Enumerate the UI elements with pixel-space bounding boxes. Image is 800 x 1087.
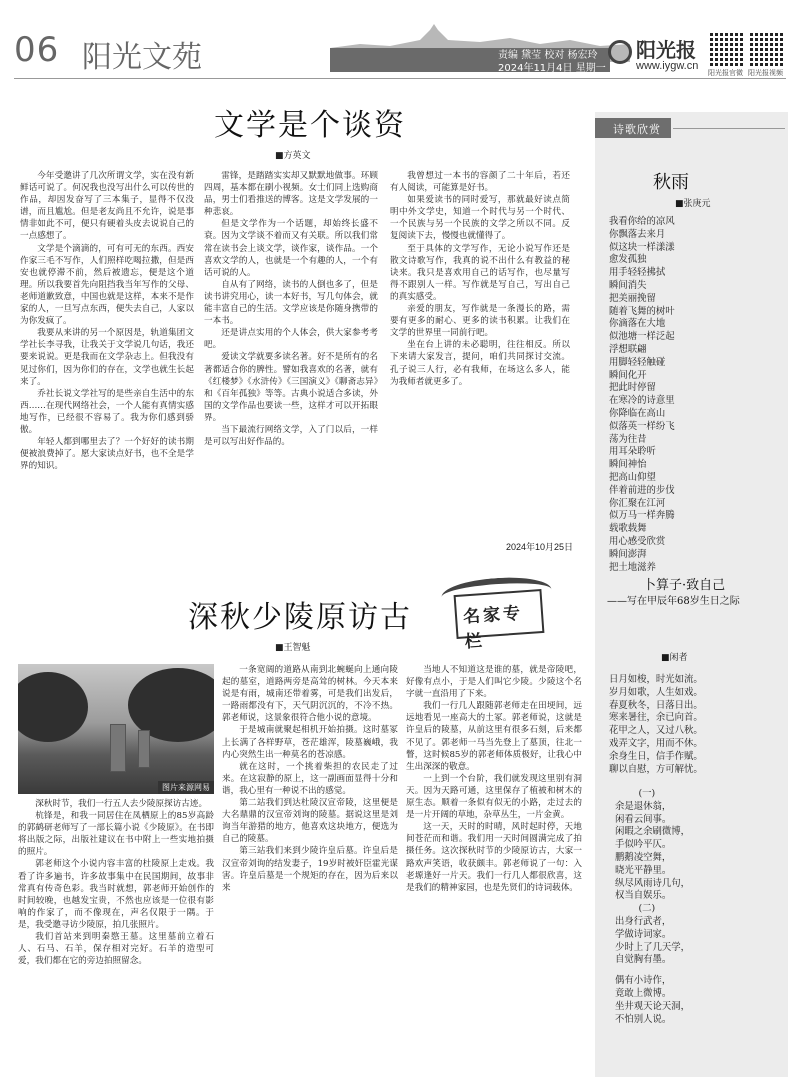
- poem-line: 少时上了几天学，: [615, 941, 691, 953]
- tomb-photo: [18, 664, 214, 794]
- poem-line: 荡为往昔: [609, 433, 647, 445]
- poem-line: 不怕别人说。: [615, 1013, 672, 1025]
- poem-line: 用心感受欣赏: [609, 535, 666, 547]
- poem-line: 瞬间澎湃: [609, 548, 647, 560]
- poem-line: 晓光平静里。: [615, 864, 672, 876]
- poem-line: 随着飞舞的树叶: [609, 305, 675, 317]
- article-column: 深秋时节，我们一行五人去少陵原探访古迹。 杭锋是，和我一同居住在凤栖原上的85岁高龄的郭鹤研老师写了一部长篇小说《少陵原》。在书即将出版之际，出版社建议在书中附上一些实地拍摄的照片。 郭老师这个小说内容丰富的杜陵原上走戏。我看了许多遍书，许多故事集中在民国期间，故事非常真有传奇色彩。我当时就想，郭老师开始创作的时间较晚，也越发宝贵，不然也应该是一位很有影响的作家了，而不像现在，声名仅限于一隅。于是，我受邀寻访少陵原，拍几张照片。 我们首站来到明秦愍王墓。这里墓前立着石人、石马、石羊，保存相对完好。石羊的造型可爱，我们都在它的旁边拍照留念。: [18, 799, 214, 967]
- poem-line: 似落英一样纷飞: [609, 420, 675, 432]
- poem-line: 把高山仰望: [609, 471, 656, 483]
- poem-line: 在寒冷的诗意里: [609, 395, 675, 407]
- article-byline: ■王智魁: [275, 643, 311, 653]
- poem-line: 春夏秋冬，日落日出。: [609, 699, 703, 711]
- article-column: 我曾想过一本书的容颜了二十年后，若还有人阅读，可能算是好书。 如果爱读书的同时爱写，那就最好读点简明中外文学史，知道一个时代与另一个时代、一个民族与另一个民族的文学之所以不同。反复阅读下去，慢慢也就懂得了。 至于具体的文学写作，无论小说写作还是散文诗歌写作，我真的说不出什么有教益的秘诀来。我只是喜欢用自己的话写作，也尽量写得不跟别人一样。写作就是写自己，写出自己的真实感受。 亲爱的朋友，写作就是一条漫长的路，需要有更多的耐心、更多的读书积累。让我们在文学的世界里一同前行吧。 坐在台上讲的未必聪明，往往相反。所以下来请大家发言，提问，咱们共同探讨交流。孔子说三人行，必有我师，在场这么多人，能为我师者就更多了。: [390, 171, 570, 387]
- sidebar-tag: 诗歌欣赏: [595, 118, 671, 138]
- poem-line: 你降临在高山: [609, 407, 666, 419]
- poem-title: 卜算子·致自己: [643, 578, 726, 593]
- newspaper-logo: 阳光报: [608, 34, 696, 64]
- poem-line: 坐井观天论天洞，: [615, 1000, 691, 1012]
- qr-label: 阳光报官微: [708, 69, 743, 77]
- masthead: [0, 0, 800, 78]
- poem-line: 用脚轻轻触碰: [609, 356, 666, 368]
- poem-line: 闲看云间事。: [615, 813, 672, 825]
- sun-logo-icon: [608, 40, 632, 64]
- poem-title: 秋雨: [653, 172, 689, 193]
- stone-stele: [138, 730, 150, 768]
- website-url[interactable]: www.iygw.cn: [636, 60, 699, 72]
- poem-line: 用耳朵聆听: [609, 446, 656, 458]
- poem-line: 把美丽挽留: [609, 292, 656, 304]
- poem-line: 寒来暑往，余已向首。: [609, 712, 703, 724]
- poem-line: 自觉胸有墨。: [615, 954, 672, 966]
- article-date: 2024年10月25日: [506, 542, 574, 552]
- article-column: 一条宽阔的道路从南到北蜿蜒向上通向陵起的墓室，道路两旁是高耸的树林。今天本来说是有雨，城南还带着雾，可是我们出发后，一路雨都没有下，天气阴沉沉的，不冷不热。郭老师说，这景象很符合他小说的意境。 于是城南就聚起相机开始拍摄。这时墓冢上长满了各样野草，苍茫雄浑，陵墓巍峨，我内心突然生出一种莫名的苍凉感。 就在这时，一个挑着柴担的农民走了过来。在这寂静的原上，这一副画面显得十分和谐，我心里有一种说不出的感觉。 第二站我们到达杜陵汉宣帝陵，这里便是大名鼎鼎的汉宣帝刘询的陵墓。据说这里是刘询当年游猎的地方，他喜欢这块地方，便选为自己的陵墓。 第三站我们来到少陵许皇后墓。许皇后是汉宣帝刘询的结发妻子，19岁时被奸臣霍光谋害。许皇后墓是一个规矩的存在，因为后来以来: [222, 665, 398, 893]
- article-title: 深秋少陵原访古: [188, 600, 412, 635]
- poem-line: 戏弄文字，用而不休。: [609, 737, 703, 749]
- qr-code-icon[interactable]: [750, 32, 784, 66]
- qr-label: 阳光报视频: [748, 69, 783, 77]
- section-name: 阳光文苑: [82, 40, 202, 75]
- article-column: 雷锋，是踏踏实实却又默默地做事。环顾四周，基本都在刷小视频。女士们同上选购商品，男士们看推送的博客。这是文学发展的一种悲哀。 但是文学作为一个话题，却始终长盛不衰。因为文学谈不着而又有关联。所以我们常常在读书会上谈文学，谈作家，谈作品。一个喜欢文学的人，也就是一个有趣的人，一个有话可说的人。 自从有了网络，读书的人倒也多了，但是读书讲究用心，读一本好书，写几句体会，就能丰富自己的生活。文学应该是你随身携带的一本书。 还是讲点实用的个人体会，供大家参考考吧。 爱读文学就要多读名著。好不是所有的名著都适合你的脾性。譬如我喜欢的名著，就有《红楼梦》《水浒传》《三国演义》《聊斋志异》和《百年孤独》等等。古典小说适合多读，外国的文学作品也要读一些，这样才可以开拓眼界。 当下最流行网络文学，入了门以后，一样是可以写出好作品的。: [204, 171, 378, 448]
- poem-line: 岁月如歌，人生如戏。: [609, 686, 703, 698]
- poem-line: 权当自娱乐。: [615, 890, 672, 902]
- sidebar-divider: [673, 128, 785, 129]
- poem-section-number: (一): [638, 788, 656, 799]
- poem-subtitle: ——写在甲辰年68岁生日之际: [607, 596, 740, 607]
- article-column: 当地人不知道这是谁的墓，就是帝陵吧，好像有点小，于是人们叫它少陵。少陵这个名字就一直沿用了下来。 我们一行几人跟随郭老师走在田埂间，远远地看见一座高大的土冢。郭老师说，这就是许皇后的陵墓，从前这里有很多石刻，后来都不见了。郭老师一马当先登上了墓顶，往北一瞥，这时候85岁的郭老师体质极好，让我心中生出深深的敬意。 一上到一个台阶，我们就发现这里别有洞天。因为天路可通，这里保存了植被和树木的原生态。顺着一条似有似无的小路，走过去的是一片开阔的草地，杂草丛生，一片金黄。 这一天，天时的时晴，风时起时停，天地间苍茫而和谐。我们用一天时间圆满完成了拍摄任务。这次探秋时节的少陵原访古，大家一路欢声笑语，收获颇丰。郭老师说了一句：入老塬逢好一片天。我们一行几人都很欣喜，这是我们的精神家园，也是先贤们的诗词载体。: [406, 665, 582, 893]
- poem-line: 纵尽风雨诗几句，: [615, 877, 691, 889]
- poem-line: 似这块一样漾漾: [609, 241, 675, 253]
- poem-line: 似池塘一样泛起: [609, 331, 675, 343]
- photo-caption: 图片来源网易: [158, 781, 214, 794]
- poem-line: 余是退休翁，: [615, 800, 672, 812]
- poem-body: [609, 216, 675, 574]
- poem-section-number: (二): [638, 903, 656, 915]
- poem-line: 用手轻轻拂拭: [609, 267, 666, 279]
- poem-line: 花甲之人，又过八秋。: [609, 725, 703, 737]
- poem-line: 你滴落在大地: [609, 318, 666, 330]
- poem-line: 竟敢上微博。: [615, 987, 672, 999]
- issue-date: 2024年11月4日 星期一: [498, 63, 606, 74]
- poem-line: 日月如梭，时光如流。: [609, 674, 703, 685]
- poem-line: 我看你给的凉风: [609, 216, 675, 227]
- column-stamp: 名家专栏: [454, 589, 545, 639]
- poem-line: 学做诗词家。: [615, 928, 672, 940]
- poem-line: 鹏鹅凌空舞，: [615, 851, 672, 863]
- poem-line: 你汇聚在江河: [609, 497, 666, 509]
- poem-line: 似万马一样奔腾: [609, 510, 675, 522]
- article-byline: ■方英文: [275, 151, 311, 161]
- stone-stele: [110, 724, 126, 772]
- article-column: 今年受邀讲了几次所谓文学，实在没有新鲜话可说了。何况我也没写出什么可以传世的作品，却因发奋写了三本集子，显得不仅没谱，而且尴尬。但是老友尚且不允许，说是事情非如此不可，便只有硬着头皮去说说自己的一点感想了。 文学是个滴滴的，可有可无的东西。西安作家三毛不写作，人们照样吃喝拉撒，但是西安也就停滞不前，然后被遗忘，便是这个道理。所以我要首先向阻挡我当年写作的父母、老师道歉致意，中国也就是这样，本来不是作家的人，一旦写点东西，便失去自己，人家以为你发疯了。 我要从来讲的另一个原因是，轨道集团文学社长李寻我，让我关于文学说几句话，我还要来说说。更是我而在文学杂志上。但我没有见过你们，因为你们的存在，文学也就生长起来了。 乔社长说文学社写的是些亲自生活中的东西……在现代网络社会，一个人能有真情实感地写作，已经很不容易了。我为你们感到骄傲。 年轻人都到哪里去了？一个好好的读书期便被浪费掉了。愿大家读点好书，也不全是学界的知识。: [20, 171, 194, 472]
- header-divider: [14, 78, 786, 79]
- poem-body: [609, 674, 703, 776]
- poem-line: 瞬间消失: [609, 279, 647, 291]
- poem-line: 伴着前进的步伐: [609, 484, 675, 496]
- poem-line: 载歌载舞: [609, 523, 647, 535]
- poem-line: 愈发孤独: [609, 254, 647, 266]
- tree-shape: [18, 672, 88, 742]
- poem-line: 瞬间化开: [609, 369, 647, 381]
- poem-line: 聊以自慰，方可解忧。: [609, 763, 703, 775]
- poem-author: ■张庚元: [675, 199, 711, 209]
- poem-line: 余身生日，信手作赋。: [609, 750, 703, 762]
- poem-sections: [615, 788, 690, 1026]
- article-title: 文学是个谈资: [214, 108, 406, 143]
- poem-line: 偶有小诗作，: [615, 975, 672, 987]
- poem-line: 闲暇之余刷微博，: [615, 826, 691, 838]
- editors-line: 责编 黛莹 校对 杨宏玲: [498, 50, 598, 61]
- poem-line: 出身行武者，: [615, 915, 672, 927]
- poem-line: 浮想联翩: [609, 343, 647, 355]
- poem-line: 瞬间神怡: [609, 459, 647, 471]
- poem-line: 你飘落去来月: [609, 228, 666, 240]
- poem-author: ■闲者: [661, 653, 688, 663]
- poem-line: 手似吟平仄。: [615, 839, 672, 851]
- poem-line: 把此时停留: [609, 382, 656, 394]
- page-number: 06: [14, 30, 60, 70]
- poetry-sidebar: [595, 112, 788, 1077]
- poem-line: 把土地滋养: [609, 561, 656, 573]
- qr-code-icon[interactable]: [710, 32, 744, 66]
